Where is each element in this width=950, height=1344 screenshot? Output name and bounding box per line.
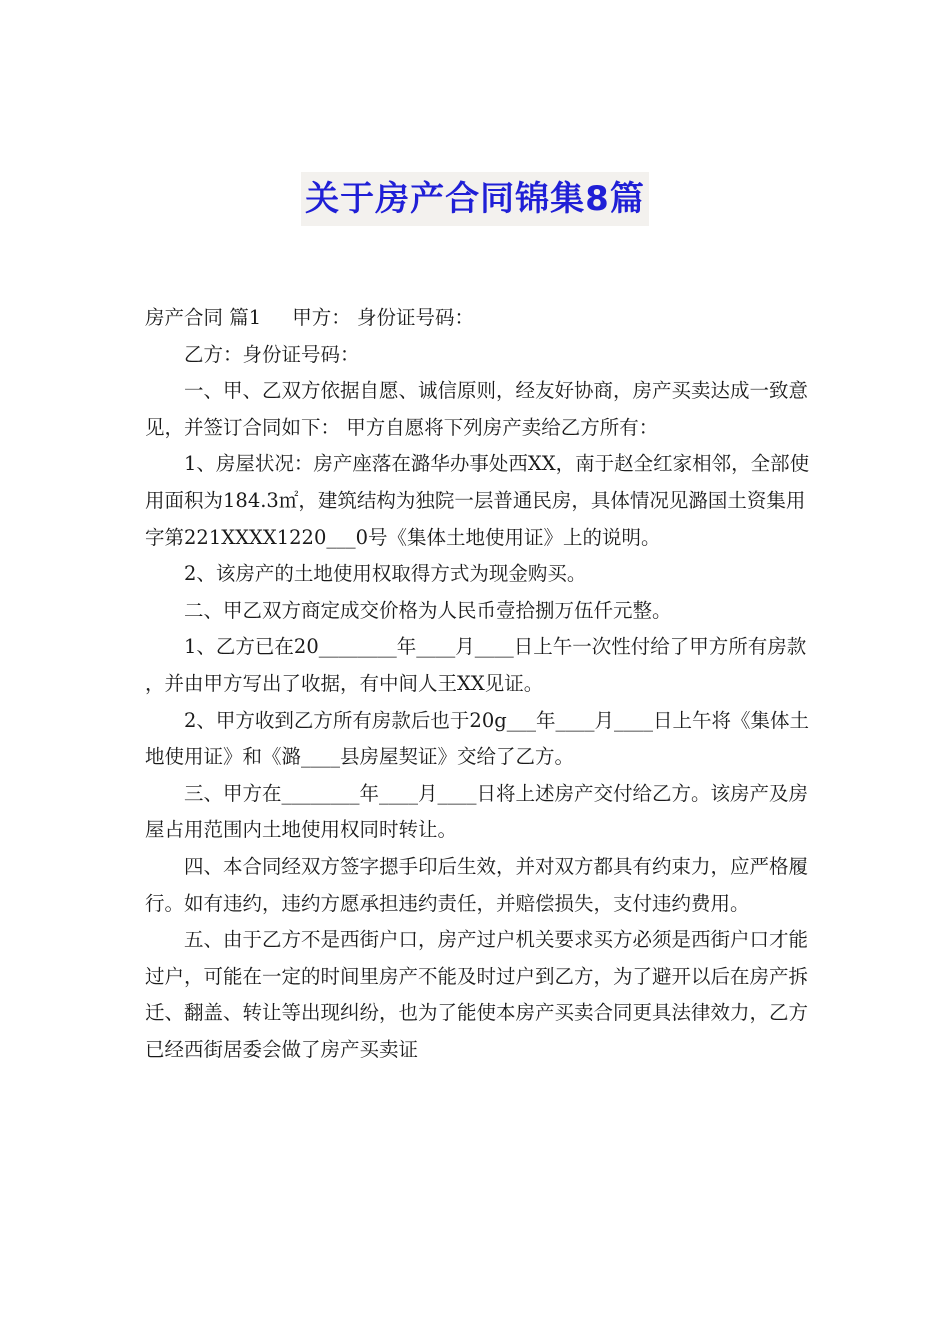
section-label: 房产合同 篇1 <box>145 306 262 329</box>
party-a-line: 甲方： 身份证号码： <box>292 306 474 329</box>
document-body <box>145 300 813 1068</box>
paragraph: 二、甲乙双方商定成交价格为人民币壹拾捌万伍仟元整。 <box>184 598 672 622</box>
title-container <box>0 172 950 226</box>
paragraph: 1、乙方已在20________年____月____日上午一次性付给了甲方所有房款，并由甲方写出了收据，有中间人王XX见证。 <box>145 635 807 695</box>
section-heading-line <box>145 300 813 337</box>
paragraph: 三、甲方在________年____月____日将上述房产交付给乙方。该房产及房屋占用范围内土地使用权同时转让。 <box>145 781 809 842</box>
paragraph: 四、本合同经双方签字摁手印后生效，并对双方都具有约束力，应严格履行。如有违约，违约方愿承担违约责任，并赔偿损失，支付违约费用。 <box>145 854 809 915</box>
paragraph: 一、甲、乙双方依据自愿、诚信原则，经友好协商，房产买卖达成一致意见，并签订合同如下： 甲方自愿将下列房产卖给乙方所有： <box>145 379 809 439</box>
paragraph: 2、甲方收到乙方所有房款后也于20g___年____月____日上午将《集体土地使用证》和《潞____县房屋契证》交给了乙方。 <box>145 708 809 769</box>
paragraph: 2、该房产的土地使用权取得方式为现金购买。 <box>184 562 587 586</box>
document-title: 关于房产合同锦集8篇 <box>301 172 649 226</box>
paragraph: 五、由于乙方不是西街户口，房产过户机关要求买方必须是西街户口才能过户，可能在一定的时间里房产不能及时过户到乙方，为了避开以后在房产拆迁、翻盖、转让等出现纠纷，也为了能使本房产买卖合同更具法律效力，乙方已经西街居委会做了房产买卖证 <box>145 928 809 1061</box>
paragraph: 乙方：身份证号码： <box>184 342 360 366</box>
paragraph: 1、房屋状况：房产座落在潞华办事处西XX，南于赵全红家相邻，全部使用面积为184.3㎡，建筑结构为独院一层普通民房，具体情况见潞国土资集用字第221XXXX1220___0号《集体土地使用证》上的说明。 <box>145 452 810 549</box>
